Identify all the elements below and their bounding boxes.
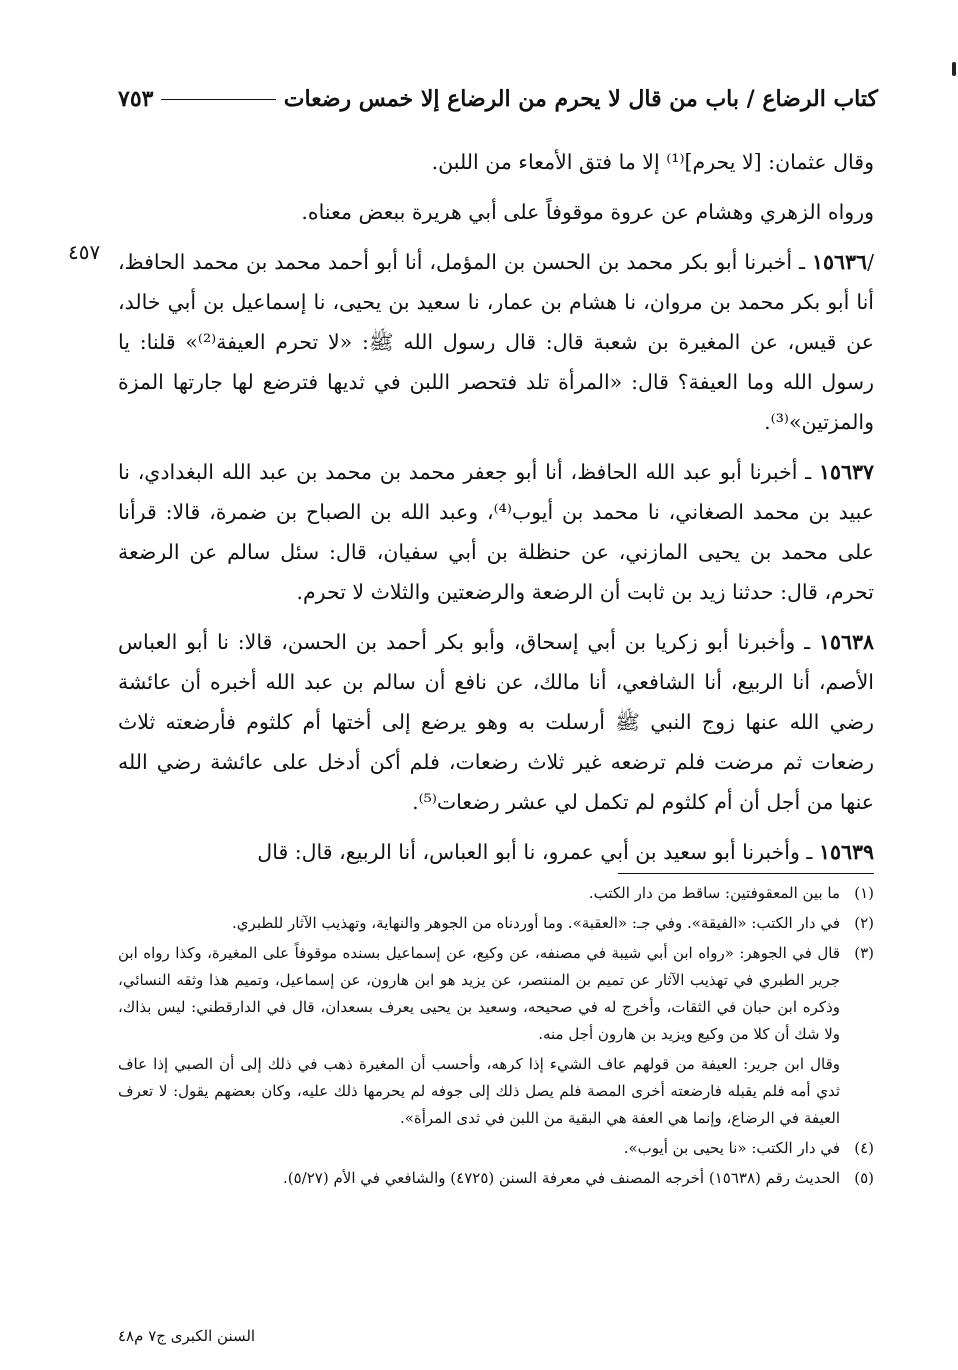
header-title: كتاب الرضاع / باب من قال لا يحرم من الرضاع إلا خمس رضعات — [283, 86, 878, 112]
footnote-3-continued: وقال ابن جرير: العيفة من قولهم عاف الشيء إذا كرهه، وأحسب أن المغيرة ذهب في ذلك إلى أن الصبي إذا عاف ثدي أمه فلم يقبله فارضعته أخرى المصة فلم يصل ذلك إلى جوفه لم يحرمها ذلك عليه، وكان بعضهم يقول: لا تعرف العيفة في الرضاع، وإنما هي العفة هي البقية من اللبن في ثدى المرأة». — [118, 1055, 840, 1127]
footnote-text: ما بين المعقوفتين: ساقط من دار الكتب. — [588, 884, 840, 902]
running-header — [118, 78, 878, 120]
edge-mark — [952, 62, 956, 76]
paragraph-uthman: وقال عثمان: [لا يحرم]⁽¹⁾ إلا ما فتق الأمعاء من اللبن. — [431, 150, 874, 174]
footnote-rule — [618, 873, 874, 874]
main-text — [118, 142, 874, 882]
footnote-number: (٣) — [854, 944, 874, 962]
page-number: ٧٥٣ — [118, 86, 154, 112]
hadith-number: ١٥٦٣٩ — [818, 840, 874, 864]
footnote-text: في دار الكتب: «الفيقة». وفي جـ: «العقبة». وما أوردناه من الجوهر والنهاية، وتهذيب الآثار للطبري. — [232, 914, 840, 932]
footnote-1 — [118, 880, 874, 907]
footnotes — [118, 880, 874, 1195]
hadith-text: أخبرنا أبو بكر محمد بن الحسن بن المؤمل، أنا أبو أحمد محمد بن محمد الحافظ، أنا أبو بكر محمد بن مروان، نا هشام بن عمار، نا سعيد بن يحيى، نا إسماعيل بن أبي خالد، عن قيس، عن المغيرة بن شعبة قال: قال رسول الله ﷺ: «لا تحرم العيفة⁽²⁾» قلنا: يا رسول الله وما العيفة؟ قال: «المرأة تلد فتحصر اللبن في ثديها فترضع لها جارتها المزة والمزتين»⁽³⁾. — [118, 250, 874, 434]
footnote-3 — [118, 940, 874, 1048]
footnote-number: (١) — [854, 884, 874, 902]
hadith-15639: ١٥٦٣٩ ـ وأخبرنا أبو سعيد بن أبي عمرو، نا أبو العباس، أنا الربيع، قال: قال — [257, 840, 874, 864]
paragraph-zuhri: ورواه الزهري وهشام عن عروة موقوفاً على أبي هريرة ببعض معناه. — [301, 200, 874, 224]
hadith-15637: ١٥٦٣٧ ـ أخبرنا أبو عبد الله الحافظ، أنا أبو جعفر محمد بن محمد بن عبد الله البغدادي، نا عبيد بن محمد الصغاني، نا محمد بن أيوب⁽⁴⁾، وعبد الله بن الصباح بن ضمرة، قالا: قرأنا على محمد بن يحيى المازني، عن حنظلة بن أبي سفيان، قال: سئل سالم عن الرضعة تحرم، قال: حدثنا زيد بن ثابت أن الرضعة والرضعتين والثلاث لا تحرم. — [118, 460, 874, 604]
footnote-text: قال في الجوهر: «رواه ابن أبي شيبة في مصنفه، عن وكيع، عن إسماعيل بسنده موقوفاً على المغيرة، وكذا رواه ابن جرير الطبري في تهذيب الآثار عن تميم بن المنتصر، عن يزيد هو ابن هارون، عن إسماعيل، وتميم هذا وثقه النسائي، وذكره ابن حبان في الثقات، وأخرج له في صحيحه، وسعيد بن يحيى يعرف بسعدان، قال في الدارقطني: ليس بذاك، ولا شك أن كلا من وكيع ويزيد بن هارون أجل منه. — [118, 944, 840, 1043]
footnote-number: (٤) — [854, 1139, 874, 1157]
footnote-number: (٥) — [854, 1169, 874, 1187]
footnote-4 — [118, 1135, 874, 1162]
margin-page-number: ٤٥٧ — [68, 240, 101, 264]
header-rule — [161, 99, 275, 100]
footnote-number: (٢) — [854, 914, 874, 932]
footnote-text: في دار الكتب: «نا يحيى بن أيوب». — [623, 1139, 840, 1157]
hadith-text: وأخبرنا أبو زكريا بن أبي إسحاق، وأبو بكر أحمد بن الحسن، قالا: نا أبو العباس الأصم، أنا الربيع، أنا الشافعي، أنا مالك، عن نافع أن سالم بن عبد الله أخبره أن عائشة رضي الله عنها زوج النبي ﷺ أرسلت به وهو يرضع إلى أختها أم كلثوم فأرضعته ثلاث رضعات ثم مرضت فلم ترضعه غير ثلاث رضعات، فلم أكن أدخل على عائشة رضي الله عنها من أجل أن أم كلثوم لم تكمل لي عشر رضعات⁽⁵⁾. — [118, 630, 874, 814]
footnote-2 — [118, 910, 874, 937]
footnote-5 — [118, 1165, 874, 1192]
signature-line: السنن الكبرى ج٧ م٤٨ — [118, 1327, 256, 1345]
hadith-number: ١٥٦٣٧ — [818, 460, 874, 484]
hadith-number: ١٥٦٣٦ — [812, 250, 868, 274]
hadith-number: ١٥٦٣٨ — [818, 630, 874, 654]
hadith-text: وأخبرنا أبو سعيد بن أبي عمرو، نا أبو العباس، أنا الربيع، قال: قال — [257, 840, 800, 864]
hadith-text: أخبرنا أبو عبد الله الحافظ، أنا أبو جعفر محمد بن محمد بن عبد الله البغدادي، نا عبيد بن محمد الصغاني، نا محمد بن أيوب⁽⁴⁾، وعبد الله بن الصباح بن ضمرة، قالا: قرأنا على محمد بن يحيى المازني، عن حنظلة بن أبي سفيان، قال: سئل سالم عن الرضعة تحرم، قال: حدثنا زيد بن ثابت أن الرضعة والرضعتين والثلاث لا تحرم. — [118, 460, 874, 604]
hadith-15636: /١٥٦٣٦ ـ أخبرنا أبو بكر محمد بن الحسن بن المؤمل، أنا أبو أحمد محمد بن محمد الحافظ، أنا أبو بكر محمد بن مروان، نا هشام بن عمار، نا سعيد بن يحيى، نا إسماعيل بن أبي خالد، عن قيس، عن المغيرة بن شعبة قال: قال رسول الله ﷺ: «لا تحرم العيفة⁽²⁾» قلنا: يا رسول الله وما العيفة؟ قال: «المرأة تلد فتحصر اللبن في ثديها فترضع لها جارتها المزة والمزتين»⁽³⁾. — [118, 250, 874, 434]
hadith-15638: ١٥٦٣٨ ـ وأخبرنا أبو زكريا بن أبي إسحاق، وأبو بكر أحمد بن الحسن، قالا: نا أبو العباس الأصم، أنا الربيع، أنا الشافعي، أنا مالك، عن نافع أن سالم بن عبد الله أخبره أن عائشة رضي الله عنها زوج النبي ﷺ أرسلت به وهو يرضع إلى أختها أم كلثوم فأرضعته ثلاث رضعات ثم مرضت فلم ترضعه غير ثلاث رضعات، فلم أكن أدخل على عائشة رضي الله عنها من أجل أن أم كلثوم لم تكمل لي عشر رضعات⁽⁵⁾. — [118, 630, 874, 814]
footnote-text: الحديث رقم (١٥٦٣٨) أخرجه المصنف في معرفة السنن (٤٧٢٥) والشافعي في الأم (٥/٢٧). — [283, 1169, 840, 1187]
